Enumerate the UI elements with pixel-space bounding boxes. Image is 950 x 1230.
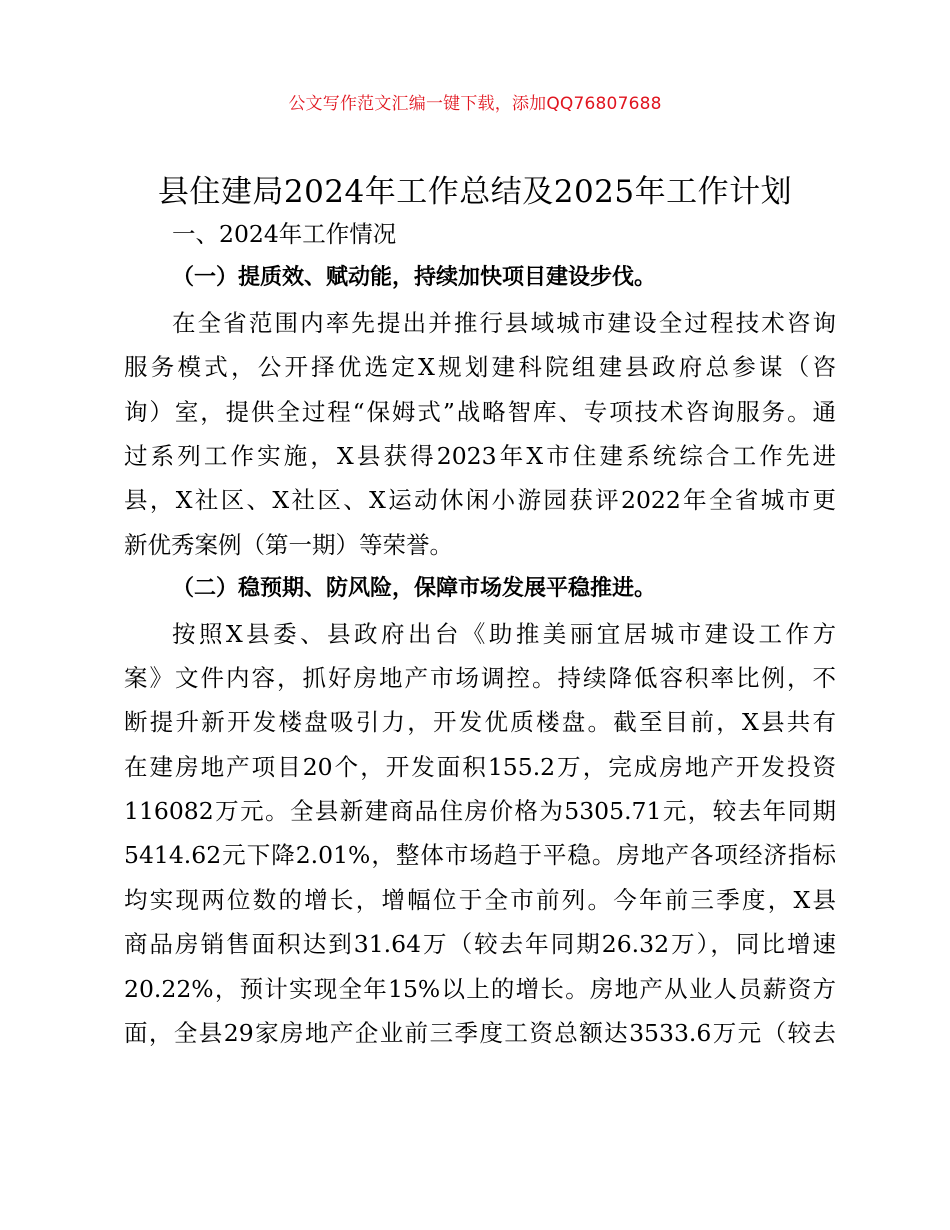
- section-heading: 一、2024年工作情况: [172, 220, 397, 248]
- paragraph-line: 案》文件内容，抓好房地产市场调控。持续降低容积率比例，不: [124, 663, 836, 692]
- paragraph-line: 116082万元。全县新建商品住房价格为5305.71元，较去年同期: [124, 797, 836, 826]
- paragraph-2: [124, 612, 836, 1056]
- paragraph-line: 在建房地产项目20个，开发面积155.2万，完成房地产开发投资: [124, 752, 836, 781]
- header-download-note: 公文写作范文汇编一键下载，添加QQ76807688: [288, 94, 662, 114]
- paragraph-line: 新优秀案例（第一期）等荣誉。: [124, 530, 453, 559]
- paragraph-line: 断提升新开发楼盘吸引力，开发优质楼盘。截至目前，X县共有: [124, 708, 836, 737]
- paragraph-1: [124, 301, 836, 567]
- paragraph-line: 询）室，提供全过程“保姆式”战略智库、专项技术咨询服务。通: [124, 397, 836, 426]
- paragraph-line: 县，X社区、X社区、X运动休闲小游园获评2022年全省城市更: [124, 486, 836, 515]
- document-body: [124, 212, 836, 1055]
- paragraph-line: 商品房销售面积达到31.64万（较去年同期26.32万），同比增速: [124, 930, 836, 959]
- paragraph-line: 在全省范围内率先提出并推行县域城市建设全过程技术咨询: [172, 308, 836, 337]
- paragraph-line: 面，全县29家房地产企业前三季度工资总额达3533.6万元（较去: [124, 1019, 836, 1048]
- paragraph-line: 均实现两位数的增长，增幅位于全市前列。今年前三季度，X县: [124, 885, 836, 914]
- subheading-2: （二）稳预期、防风险，保障市场发展平稳推进。: [172, 576, 657, 602]
- document-title: 县住建局2024年工作总结及2025年工作计划: [157, 174, 793, 210]
- subheading-1: （一）提质效、赋动能，持续加快项目建设步伐。: [172, 265, 657, 291]
- paragraph-line: 20.22%，预计实现全年15%以上的增长。房地产从业人员薪资方: [124, 974, 836, 1003]
- paragraph-line: 服务模式，公开择优选定X规划建科院组建县政府总参谋（咨: [124, 353, 836, 382]
- paragraph-line: 5414.62元下降2.01%，整体市场趋于平稳。房地产各项经济指标: [124, 841, 836, 870]
- paragraph-line: 按照X县委、县政府出台《助推美丽宜居城市建设工作方: [172, 619, 836, 648]
- paragraph-line: 过系列工作实施，X县获得2023年X市住建系统综合工作先进: [124, 441, 836, 470]
